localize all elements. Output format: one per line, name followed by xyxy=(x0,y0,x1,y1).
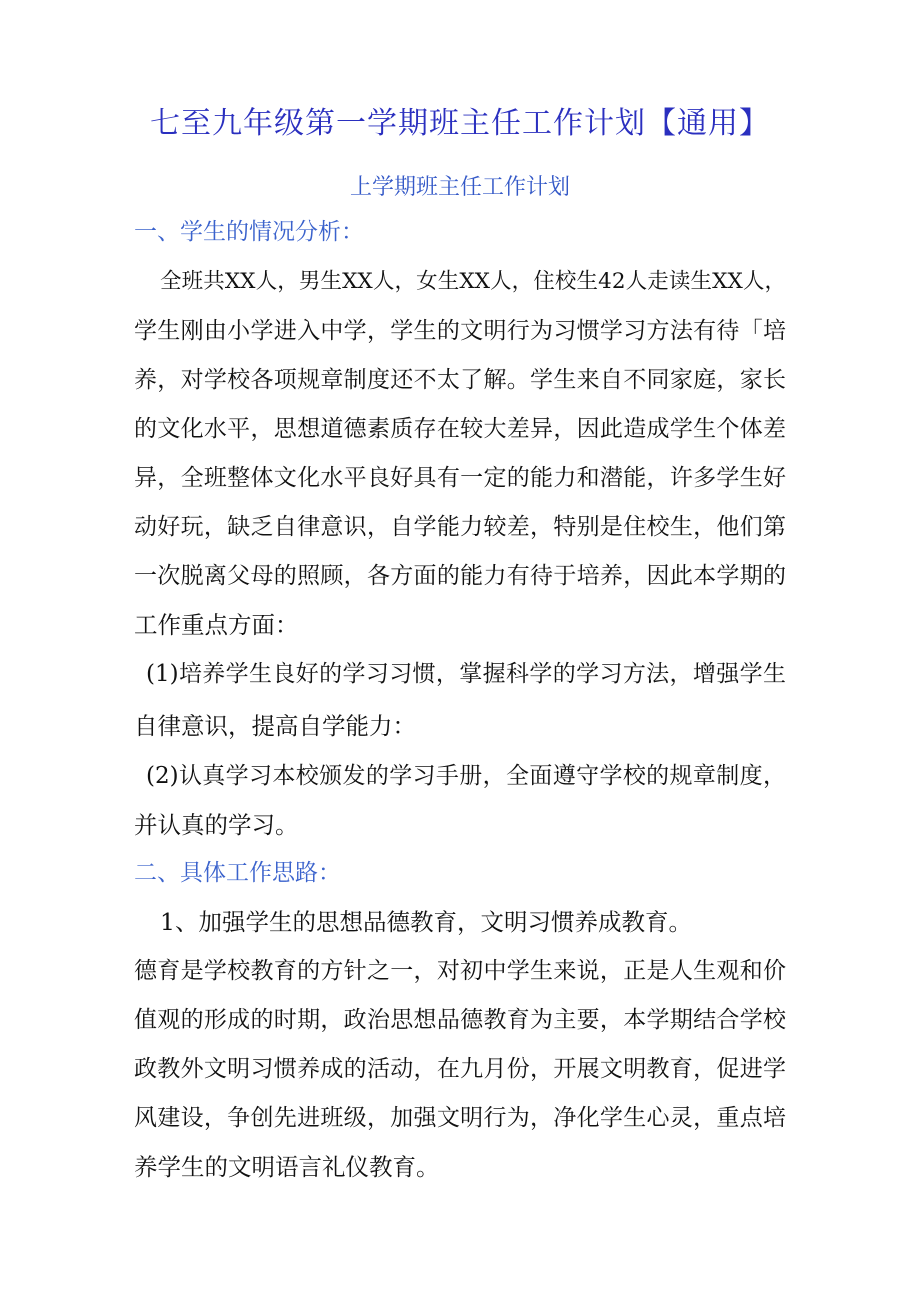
paragraph-line: 养学生的文明语言礼仪教育。 xyxy=(134,1153,440,1181)
list-item-line: 自律意识，提高自学能力： xyxy=(134,712,416,740)
list-item-line: 并认真的学习。 xyxy=(134,811,299,839)
paragraph-line: 异，全班整体文化水平良好具有一定的能力和潜能，许多学生好 xyxy=(134,465,786,491)
paragraph-line: 工作重点方面： xyxy=(134,611,299,639)
paragraph-line: 一次脱离父母的照顾，各方面的能力有待于培养，因此本学期的 xyxy=(134,563,786,589)
paragraph-line: 学生刚由小学进入中学，学生的文明行为习惯学习方法有待「培 xyxy=(134,318,786,344)
list-item-line: (2)认真学习本校颁发的学习手册，全面遵守学校的规章制度， xyxy=(146,763,786,789)
paragraph-line: 动好玩，缺乏自律意识，自学能力较差，特别是住校生，他们第 xyxy=(134,514,786,540)
paragraph-line: 德育是学校教育的方针之一，对初中学生来说，正是人生观和价 xyxy=(134,958,786,984)
point-heading: 1、加强学生的思想品德教育，文明习惯养成教育。 xyxy=(160,908,692,936)
paragraph-line: 政教外文明习惯养成的活动，在九月份，开展文明教育，促进学 xyxy=(134,1056,786,1082)
paragraph-line: 值观的形成的时期，政治思想品德教育为主要，本学期结合学校 xyxy=(134,1007,786,1033)
paragraph-line: 养，对学校各项规章制度还不太了解。学生来自不同家庭，家长 xyxy=(134,367,786,393)
section-heading-student-analysis: 一、学生的情况分析： xyxy=(134,219,364,245)
list-item-line: (1)培养学生良好的学习习惯，掌握科学的学习方法，增强学生 xyxy=(146,661,786,687)
document-title: 七至九年级第一学期班主任工作计划【通用】 xyxy=(150,106,770,141)
document-subtitle: 上学期班主任工作计划 xyxy=(349,175,570,200)
section-heading-work-ideas: 二、具体工作思路： xyxy=(134,860,341,886)
paragraph-line: 全班共XX人，男生XX人，女生XX人，住校生42人走读生XX人， xyxy=(160,269,786,294)
paragraph-line: 风建设，争创先进班级，加强文明行为，净化学生心灵，重点培 xyxy=(134,1105,786,1131)
paragraph-line: 的文化水平，思想道德素质存在较大差异，因此造成学生个体差 xyxy=(134,416,786,442)
